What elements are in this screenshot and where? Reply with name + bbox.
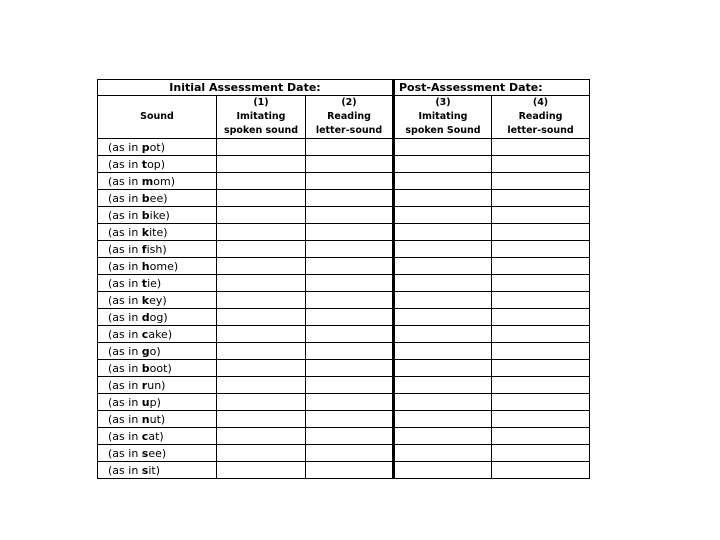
sound-example-prefix: (as in (108, 208, 142, 222)
post-imitating-spoken-sound-cell[interactable] (394, 326, 492, 343)
post-reading-letter-sound-cell[interactable] (492, 411, 590, 428)
target-letter: c (141, 327, 149, 341)
sound-example-rest: ike) (149, 208, 170, 222)
imitating-spoken-sound-cell[interactable] (217, 411, 306, 428)
table-row (98, 224, 590, 241)
sound-example-prefix: (as in (108, 327, 142, 341)
table-row (98, 156, 590, 173)
reading-letter-sound-cell[interactable] (306, 139, 394, 156)
post-imitating-spoken-sound-cell[interactable] (394, 343, 492, 360)
post-imitating-spoken-sound-cell[interactable] (394, 241, 492, 258)
post-imitating-spoken-sound-cell[interactable] (394, 394, 492, 411)
imitating-spoken-sound-cell[interactable] (217, 462, 306, 479)
sound-example-prefix: (as in (108, 140, 142, 154)
sound-assessment-table (97, 79, 590, 479)
sound-example-prefix: (as in (108, 463, 142, 477)
sound-example-prefix: (as in (108, 242, 142, 256)
post-reading-letter-sound-cell[interactable] (492, 224, 590, 241)
table-row (98, 173, 590, 190)
post-reading-letter-sound-cell[interactable] (492, 258, 590, 275)
imitating-spoken-sound-cell[interactable] (217, 275, 306, 292)
sound-example-prefix: (as in (108, 157, 142, 171)
sound-example-cell (98, 360, 217, 377)
sound-example-rest: un) (147, 378, 166, 392)
reading-letter-sound-cell[interactable] (306, 207, 394, 224)
table-row (98, 377, 590, 394)
date-header-row (98, 80, 590, 96)
table-row (98, 190, 590, 207)
sound-example-rest: ake) (148, 327, 173, 341)
imitating-spoken-sound-cell[interactable] (217, 309, 306, 326)
sound-example-cell (98, 394, 217, 411)
sound-example-prefix: (as in (108, 446, 142, 460)
target-letter: k (141, 225, 150, 239)
sound-example-rest: og) (149, 310, 168, 324)
column-1-line2: spoken sound (223, 125, 299, 136)
table-row (98, 309, 590, 326)
sound-example-prefix: (as in (108, 344, 142, 358)
reading-letter-sound-cell[interactable] (306, 224, 394, 241)
column-1-number: (1) (253, 97, 269, 108)
sound-example-rest: oot) (149, 361, 172, 375)
sound-example-cell (98, 411, 217, 428)
post-imitating-spoken-sound-cell[interactable] (394, 377, 492, 394)
reading-letter-sound-cell[interactable] (306, 173, 394, 190)
imitating-spoken-sound-cell[interactable] (217, 445, 306, 462)
reading-letter-sound-cell[interactable] (306, 445, 394, 462)
column-2-number: (2) (341, 97, 357, 108)
imitating-spoken-sound-cell[interactable] (217, 173, 306, 190)
imitating-spoken-sound-cell[interactable] (217, 139, 306, 156)
sound-example-rest: om) (153, 174, 176, 188)
column-2-line2: letter-sound (315, 125, 383, 136)
target-letter: t (141, 276, 148, 290)
post-imitating-spoken-sound-cell[interactable] (394, 309, 492, 326)
post-imitating-spoken-sound-cell[interactable] (394, 411, 492, 428)
target-letter: f (141, 242, 147, 256)
post-reading-letter-sound-cell[interactable] (492, 445, 590, 462)
post-imitating-spoken-sound-cell[interactable] (394, 156, 492, 173)
sound-example-prefix: (as in (108, 378, 142, 392)
post-reading-letter-sound-cell[interactable] (492, 139, 590, 156)
reading-letter-sound-cell[interactable] (306, 241, 394, 258)
sound-example-rest: ee) (149, 191, 168, 205)
table-row (98, 275, 590, 292)
target-letter: g (141, 344, 150, 358)
post-imitating-spoken-sound-cell[interactable] (394, 190, 492, 207)
post-reading-letter-sound-cell[interactable] (492, 360, 590, 377)
column-4-line1: Reading (518, 111, 563, 122)
sound-example-prefix: (as in (108, 225, 142, 239)
target-letter: u (141, 395, 150, 409)
sound-example-rest: at) (148, 429, 164, 443)
target-letter: s (141, 463, 149, 477)
sound-rows (98, 139, 590, 479)
target-letter: m (141, 174, 154, 188)
target-letter: s (141, 446, 149, 460)
imitating-spoken-sound-cell[interactable] (217, 156, 306, 173)
sound-column-header: Sound (98, 96, 217, 139)
column-2-header (306, 96, 394, 139)
reading-letter-sound-cell[interactable] (306, 394, 394, 411)
sound-example-rest: p) (149, 395, 161, 409)
imitating-spoken-sound-cell[interactable] (217, 394, 306, 411)
sound-example-prefix: (as in (108, 276, 142, 290)
sound-example-rest: ey) (149, 293, 167, 307)
table-row (98, 292, 590, 309)
table-row (98, 241, 590, 258)
column-4-number: (4) (532, 97, 549, 108)
sound-example-prefix: (as in (108, 395, 142, 409)
post-reading-letter-sound-cell[interactable] (492, 377, 590, 394)
reading-letter-sound-cell[interactable] (306, 462, 394, 479)
table-row (98, 139, 590, 156)
post-imitating-spoken-sound-cell[interactable] (394, 428, 492, 445)
sound-example-rest: ee) (148, 446, 167, 460)
reading-letter-sound-cell[interactable] (306, 190, 394, 207)
column-4-header (492, 96, 590, 139)
post-imitating-spoken-sound-cell[interactable] (394, 224, 492, 241)
imitating-spoken-sound-cell[interactable] (217, 207, 306, 224)
reading-letter-sound-cell[interactable] (306, 258, 394, 275)
sound-example-cell (98, 139, 217, 156)
table-row (98, 207, 590, 224)
sound-example-cell (98, 309, 217, 326)
reading-letter-sound-cell[interactable] (306, 309, 394, 326)
sound-example-rest: op) (147, 157, 166, 171)
reading-letter-sound-cell[interactable] (306, 326, 394, 343)
sound-example-cell (98, 258, 217, 275)
target-letter: b (141, 208, 150, 222)
post-reading-letter-sound-cell[interactable] (492, 190, 590, 207)
column-2-line1: Reading (327, 111, 371, 122)
post-imitating-spoken-sound-cell[interactable] (394, 207, 492, 224)
sound-example-cell (98, 377, 217, 394)
column-1-header (217, 96, 306, 139)
sound-example-rest: ie) (147, 276, 162, 290)
imitating-spoken-sound-cell[interactable] (217, 428, 306, 445)
target-letter: h (141, 259, 150, 273)
sound-example-cell (98, 445, 217, 462)
sound-example-cell (98, 224, 217, 241)
table-row (98, 326, 590, 343)
initial-assessment-date-label: Initial Assessment Date: (98, 80, 394, 96)
sound-example-cell (98, 343, 217, 360)
post-imitating-spoken-sound-cell[interactable] (394, 445, 492, 462)
target-letter: c (141, 429, 149, 443)
table-row (98, 462, 590, 479)
imitating-spoken-sound-cell[interactable] (217, 241, 306, 258)
sound-example-rest: it) (148, 463, 161, 477)
reading-letter-sound-cell[interactable] (306, 411, 394, 428)
column-3-header (394, 96, 492, 139)
imitating-spoken-sound-cell[interactable] (217, 326, 306, 343)
reading-letter-sound-cell[interactable] (306, 292, 394, 309)
sound-example-cell (98, 241, 217, 258)
imitating-spoken-sound-cell[interactable] (217, 292, 306, 309)
sound-example-rest: ite) (149, 225, 168, 239)
post-reading-letter-sound-cell[interactable] (492, 275, 590, 292)
sound-example-prefix: (as in (108, 429, 142, 443)
sound-example-prefix: (as in (108, 259, 142, 273)
sound-example-cell (98, 156, 217, 173)
table-row (98, 394, 590, 411)
reading-letter-sound-cell[interactable] (306, 156, 394, 173)
target-letter: r (141, 378, 148, 392)
sound-example-rest: ot) (149, 140, 166, 154)
table-row (98, 428, 590, 445)
sound-example-prefix: (as in (108, 361, 142, 375)
post-imitating-spoken-sound-cell[interactable] (394, 360, 492, 377)
sound-example-cell (98, 462, 217, 479)
sound-example-cell (98, 326, 217, 343)
imitating-spoken-sound-cell[interactable] (217, 343, 306, 360)
post-reading-letter-sound-cell[interactable] (492, 207, 590, 224)
sound-example-prefix: (as in (108, 174, 142, 188)
imitating-spoken-sound-cell[interactable] (217, 258, 306, 275)
post-reading-letter-sound-cell[interactable] (492, 428, 590, 445)
post-reading-letter-sound-cell[interactable] (492, 173, 590, 190)
sound-example-prefix: (as in (108, 293, 142, 307)
sound-example-rest: ome) (149, 259, 179, 273)
post-reading-letter-sound-cell[interactable] (492, 326, 590, 343)
column-3-number: (3) (435, 97, 451, 108)
target-letter: p (141, 140, 150, 154)
target-letter: n (141, 412, 150, 426)
table-row (98, 343, 590, 360)
post-reading-letter-sound-cell[interactable] (492, 394, 590, 411)
sound-example-prefix: (as in (108, 412, 142, 426)
reading-letter-sound-cell[interactable] (306, 377, 394, 394)
sound-example-cell (98, 173, 217, 190)
post-imitating-spoken-sound-cell[interactable] (394, 275, 492, 292)
table-row (98, 445, 590, 462)
sound-example-prefix: (as in (108, 310, 142, 324)
column-4-line2: letter-sound (507, 125, 574, 136)
post-imitating-spoken-sound-cell[interactable] (394, 292, 492, 309)
reading-letter-sound-cell[interactable] (306, 428, 394, 445)
post-reading-letter-sound-cell[interactable] (492, 343, 590, 360)
reading-letter-sound-cell[interactable] (306, 360, 394, 377)
post-reading-letter-sound-cell[interactable] (492, 241, 590, 258)
table-row (98, 411, 590, 428)
post-imitating-spoken-sound-cell[interactable] (394, 139, 492, 156)
reading-letter-sound-cell[interactable] (306, 343, 394, 360)
target-letter: k (141, 293, 150, 307)
table-row (98, 258, 590, 275)
post-imitating-spoken-sound-cell[interactable] (394, 258, 492, 275)
post-reading-letter-sound-cell[interactable] (492, 156, 590, 173)
imitating-spoken-sound-cell[interactable] (217, 377, 306, 394)
sound-example-cell (98, 292, 217, 309)
target-letter: t (141, 157, 148, 171)
sound-example-rest: ut) (149, 412, 166, 426)
column-3-line1: Imitating (418, 111, 468, 122)
post-assessment-date-label: Post-Assessment Date: (394, 80, 590, 96)
sound-example-prefix: (as in (108, 191, 142, 205)
imitating-spoken-sound-cell[interactable] (217, 190, 306, 207)
target-letter: b (141, 361, 150, 375)
post-imitating-spoken-sound-cell[interactable] (394, 173, 492, 190)
sound-example-cell (98, 428, 217, 445)
imitating-spoken-sound-cell[interactable] (217, 360, 306, 377)
sound-example-rest: o) (149, 344, 161, 358)
post-reading-letter-sound-cell[interactable] (492, 309, 590, 326)
column-3-line2: spoken Sound (405, 125, 481, 136)
post-imitating-spoken-sound-cell[interactable] (394, 462, 492, 479)
sound-example-cell (98, 207, 217, 224)
reading-letter-sound-cell[interactable] (306, 275, 394, 292)
imitating-spoken-sound-cell[interactable] (217, 224, 306, 241)
post-reading-letter-sound-cell[interactable] (492, 462, 590, 479)
sound-example-rest: ish) (146, 242, 167, 256)
sound-example-cell (98, 190, 217, 207)
table-row (98, 360, 590, 377)
target-letter: d (141, 310, 150, 324)
column-header-row (98, 96, 590, 139)
column-1-line1: Imitating (236, 111, 286, 122)
sound-example-cell (98, 275, 217, 292)
target-letter: b (141, 191, 150, 205)
post-reading-letter-sound-cell[interactable] (492, 292, 590, 309)
